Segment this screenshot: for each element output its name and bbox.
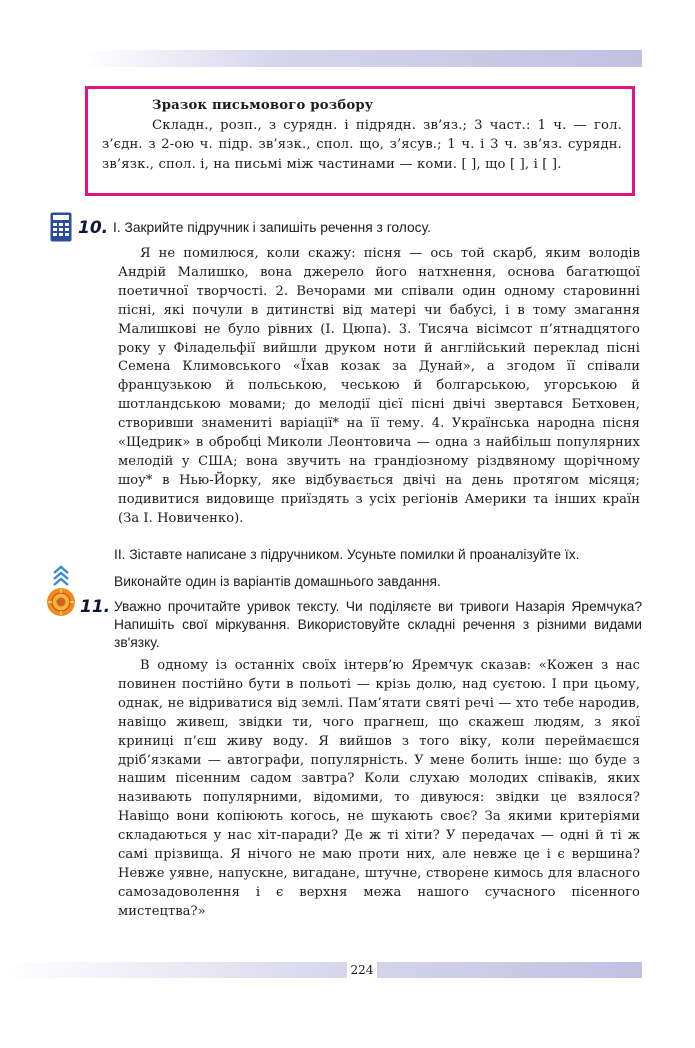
task-10-number: 10. [78,218,109,238]
sample-title: Зразок письмового розбору [152,98,374,113]
top-decorative-bar [82,50,642,67]
dictation-paragraph: Я не помилюся, коли скажу: пісня — ось той скарб, яким володів Андрій Малишко, вона джерело його натхнення, основа багатющої поетичної творчості. 2. Вечорами ми співали один одному старовинні пісні, які почули в дитинстві від матері чи бабусі, і в тому змагання Малишкові не було рівних (І. Цюпа). 3. Тисяча вісімсот п’ятнадцятого року у Філадельфії вийшли друком ноти й англійський переклад пісні Семена Климовського «Їхав козак за Дунай», а згодом її співали французькою й польською, чеською й болгарською, угорською й шотландською мовами; до мелодії цієї пісні двічі звертався Бетховен, створивши знамениті варіації* на її тему. 4. Українська народна пісня «Щедрик» в обробці Миколи Леонтовича — одна з найбільш популярних мелодій у США; вона звучить на грандіозному різдвяному щорічному шоу* в Нью-Йорку, яке відбувається двічі на день протягом місяця; подивитися видовище приїздять з усіх регіонів Америки та інших країн (За І. Новиченко). [118,246,640,526]
task-11-instruction: Уважно прочитайте уривок тексту. Чи поділяєте ви тривоги Назарія Яремчука? Напишіть свої міркування. Використовуйте складні речення з різними видами зв'язку. [114,599,642,650]
task-10-part-two: ІІ. Зіставте написане з підручником. Усуньте помилки й проаналізуйте їх. [114,547,580,562]
task-10-instruction: І. Закрийте підручник і запишіть речення з голосу. [113,220,431,235]
bottom-decorative-bar [0,962,642,978]
task-10-dictation-text [118,245,640,529]
homework-instruction: Виконайте один із варіантів домашнього завдання. [114,574,441,589]
calculator-icon [50,212,72,242]
task-11-quote-text [118,657,640,922]
sample-text: Складн., розп., з сурядн. і підрядн. зв’яз.; 3 част.: 1 ч. — гол. з’єдн. з 2-ою ч. підр. зв’язк., спол. що, з’ясув.; 1 ч. і 3 ч. зв’яз. сурядн. зв’язк., спол. і, на письмі між частинами — коми. [ ], що [ ], і [ ]. [102,117,622,172]
page-number: 224 [347,962,377,978]
quote-paragraph: В одному із останніх своїх інтерв’ю Яремчук сказав: «Кожен з нас повинен постійно бути в польоті — крізь долю, над суєтою. І при цьому, однак, не відриватися від землі. Пам’ятати святі речі — хто тебе народив, навіщо живеш, звідки ти, чого прагнеш, що скажеш людям, з якої криниці п’єш живу воду. Я вийшов з того віку, коли переймаєшся дріб’язками — автографи, популярність. У мене болить інше: що буде з нашим пісенним садом завтра? Коли слухаю молодих співаків, яких називають популярними, відомими, то дивуюся: звідки це взялося? Навіщо вони копіюють когось, не шукають своє? За якими критеріями складаються у нас хіт-паради? Де ж ті хіти? У передачах — одні й ті ж самі прізвища. Я нічого не маю проти них, але невже це і є вершина? Невже уявне, напускне, вигадане, штучне, створене кимось для власного самозадоволення і є верхня межа нашого сучасного пісенного мистецтва?» [118,658,640,919]
task-11-number: 11. [80,597,111,617]
sun-flower-icon [46,587,76,617]
homework-arrows-icon [52,565,70,587]
sample-analysis-box [85,86,635,196]
